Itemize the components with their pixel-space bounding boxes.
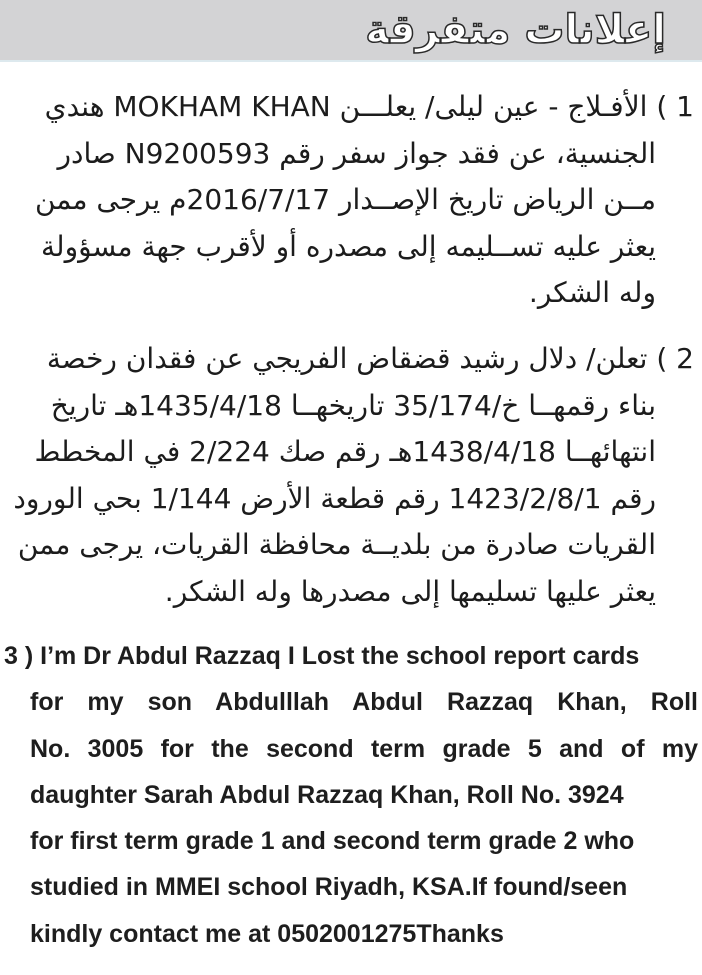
classified-ad-3 <box>4 633 698 957</box>
section-title: إعلانات متفرقة <box>365 7 666 53</box>
ad-3-line-3: No. 3005 for the second term grade 5 and of my <box>30 734 698 763</box>
ad-3-line-7: kindly contact me at 0502001275Thanks <box>30 919 504 948</box>
ad-3-line-2: for my son Abdulllah Abdul Razzaq Khan, Roll <box>30 688 698 717</box>
section-header <box>0 0 702 62</box>
ad-2-line-3: انتهائهــا 1438/4/18هـ رقم صك 2/224 في المخطط <box>34 435 656 468</box>
ad-2-line-1: 2 ) تعلن/ دلال رشيد قضقاض الفريجي عن فقدان رخصة <box>46 342 694 375</box>
ad-2-line-6: يعثر عليها تسليمها إلى مصدرها وله الشكر. <box>164 574 656 608</box>
ad-1-line-5: وله الشكر. <box>528 276 656 309</box>
ad-3-line-6: studied in MMEI school Riyadh, KSA.If found/seen <box>30 873 628 902</box>
ad-3-line-1: 3 ) I’m Dr Abdul Razzaq I Lost the school report cards <box>4 642 640 670</box>
ad-2-line-2: بناء رقمهــا خ/35/174 تاريخهــا 1435/4/18هـ تاريخ <box>50 388 656 422</box>
ad-1-line-3: مــن الرياض تاريخ الإصــدار 2016/7/17م يرجى ممن <box>34 183 656 216</box>
ad-2-line-4: رقم 1423/2/8/1 رقم قطعة الأرض 1/144 بحي الورود <box>13 481 656 515</box>
classified-ad-2 <box>4 336 694 615</box>
ad-2-line-5: القريات صادرة من بلديــة محافظة القريات، يرجى ممن <box>17 528 656 561</box>
ad-1-line-1: 1 ) الأفـلاج - عين ليلى/ يعلـــن MOKHAM KHAN هندي <box>44 90 694 123</box>
ad-3-line-4: daughter Sarah Abdul Razzaq Khan, Roll No. 3924 <box>30 780 624 809</box>
ad-1-line-4: يعثر عليه تســليمه إلى مصدره أو لأقرب جهة مسؤولة <box>41 229 656 263</box>
classified-ad-1 <box>4 84 694 317</box>
ad-1-line-2: الجنسية، عن فقد جواز سفر رقم N9200593 صادر <box>57 136 656 170</box>
ad-3-line-5: for first term grade 1 and second term grade 2 who <box>30 827 635 856</box>
